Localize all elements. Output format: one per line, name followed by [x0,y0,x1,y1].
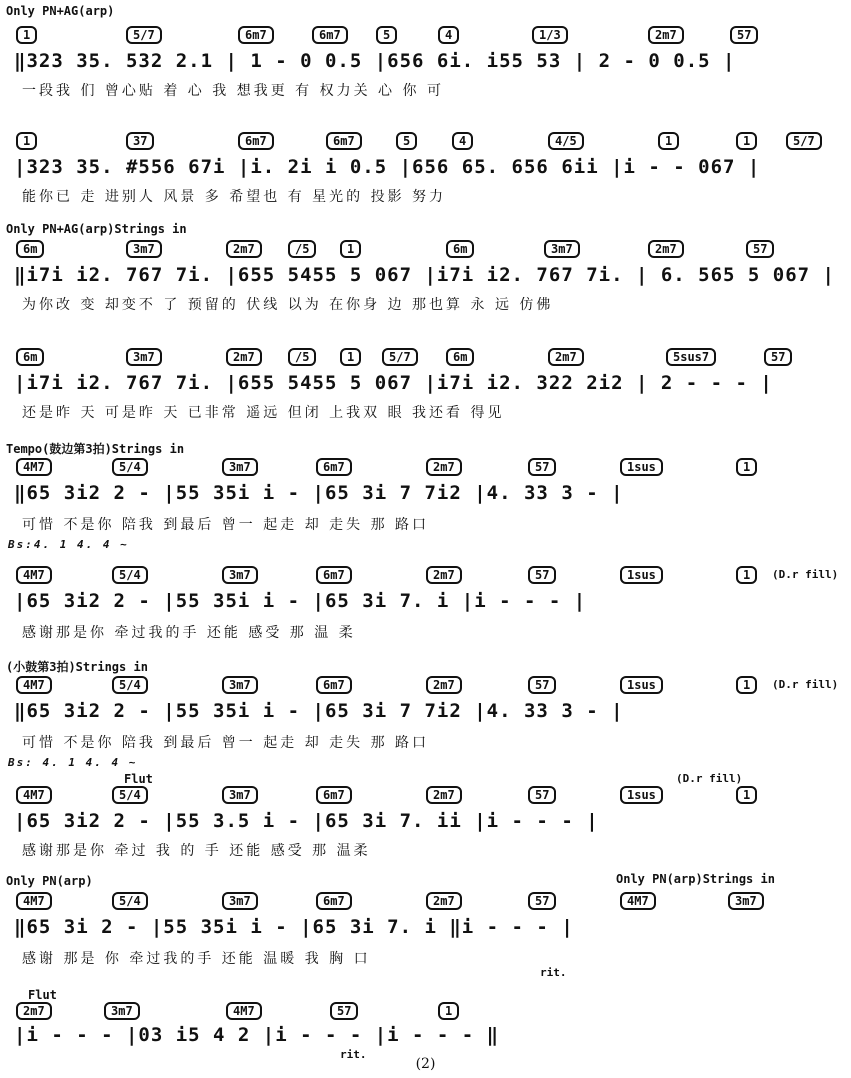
chord-symbol: 5/4 [112,676,148,694]
chord-symbol: 57 [330,1002,358,1020]
chord-symbol: 6m [446,348,474,366]
chord-symbol: 6m [446,240,474,258]
staff-system [0,566,851,656]
chord-symbol: /5 [288,240,316,258]
chord-symbol: 5/7 [786,132,822,150]
section-header: Flut [124,772,153,786]
notation-line: |65 3i2 2 - |55 35i i - |65 3i 7. i |i - - - | [14,590,587,612]
page-number: (2) [415,1056,436,1072]
chord-symbol: 2m7 [426,566,462,584]
staff-system [0,126,851,216]
chord-symbol: 5/7 [126,26,162,44]
lyric-line: 为你改 变 却变不 了 预留的 伏线 以为 在你身 边 那也算 永 远 仿佛 [22,297,554,313]
staff-system [0,222,851,318]
chord-symbol: 3m7 [728,892,764,910]
chord-row [0,348,851,368]
chord-symbol: 6m7 [238,26,274,44]
chord-symbol: 1 [340,240,361,258]
chord-symbol: 1 [736,786,757,804]
chord-symbol: 6m7 [316,676,352,694]
staff-system [0,874,851,984]
chord-symbol: 57 [730,26,758,44]
chord-symbol: 1sus [620,786,663,804]
chord-row [0,892,851,912]
bass-line: Bs:4. 1 4. 4 ~ [8,538,129,551]
section-header: Flut [28,988,57,1002]
chord-symbol: 4M7 [16,892,52,910]
chord-symbol: 4M7 [620,892,656,910]
chord-symbol: 2m7 [648,240,684,258]
chord-symbol: 3m7 [126,240,162,258]
staff-system [0,988,851,1061]
lyric-line: 可惜 不是你 陪我 到最后 曾一 起走 却 走失 那 路口 [22,517,430,533]
chord-symbol: 57 [528,676,556,694]
chord-symbol: 2m7 [426,786,462,804]
chord-row [0,566,851,586]
chord-row [0,676,851,696]
notation-line: ‖65 3i2 2 - |55 35i i - |65 3i 7 7i2 |4. 33 3 - | [14,482,624,504]
chord-symbol: 6m7 [316,566,352,584]
chord-symbol: 6m [16,348,44,366]
section-header: Only PN+AG(arp) [6,4,115,18]
chord-symbol: 57 [528,458,556,476]
staff-system [0,342,851,432]
chord-symbol: 1 [16,26,37,44]
chord-symbol: 4 [452,132,473,150]
chord-symbol: 3m7 [222,892,258,910]
drum-fill-note: (D.r fill) [772,568,839,581]
lyric-line: 能你已 走 进别人 风景 多 希望也 有 星光的 投影 努力 [22,189,447,205]
chord-symbol: 6m7 [326,132,362,150]
chord-symbol: 4M7 [16,786,52,804]
staff-system [0,440,851,560]
chord-symbol: 57 [528,786,556,804]
chord-symbol: 5 [396,132,417,150]
chord-row [0,786,851,806]
chord-row [0,132,851,152]
chord-symbol: 57 [746,240,774,258]
lyric-line: 还是昨 天 可是昨 天 已非常 遥远 但闭 上我双 眼 我还看 得见 [22,405,505,421]
chord-symbol: 3m7 [126,348,162,366]
chord-row [0,240,851,260]
chord-symbol: 57 [528,892,556,910]
chord-symbol: 5/4 [112,786,148,804]
chord-symbol: 4M7 [16,566,52,584]
chord-symbol: 57 [764,348,792,366]
chord-symbol: 1 [736,566,757,584]
section-header: Tempo(鼓边第3拍)Strings in [6,442,185,456]
drum-fill-note: (D.r fill) [772,678,839,691]
chord-symbol: 1/3 [532,26,568,44]
ritardando-mark: rit. [540,966,567,979]
chord-symbol: 4M7 [16,458,52,476]
chord-row [0,1002,851,1022]
chord-symbol: 1 [658,132,679,150]
chord-symbol: 3m7 [222,458,258,476]
lyric-line: 感谢 那是 你 牵过我的手 还能 温暖 我 胸 口 [22,951,371,967]
chord-symbol: 3m7 [544,240,580,258]
chord-symbol: 6m7 [312,26,348,44]
chord-symbol: 2m7 [426,676,462,694]
notation-line: |65 3i2 2 - |55 3.5 i - |65 3i 7. ii |i - - - | [14,810,599,832]
chord-symbol: 1sus [620,458,663,476]
chord-symbol: 3m7 [104,1002,140,1020]
notation-line: ‖65 3i 2 - |55 35i i - |65 3i 7. i ‖i - - - | [14,916,574,938]
chord-symbol: 5/4 [112,566,148,584]
chord-symbol: 4M7 [16,676,52,694]
section-header: Only PN+AG(arp)Strings in [6,222,187,236]
chord-symbol: 4/5 [548,132,584,150]
chord-symbol: 5 [376,26,397,44]
section-header: (小鼓第3拍)Strings in [6,660,148,674]
chord-symbol: 3m7 [222,786,258,804]
chord-symbol: 1 [16,132,37,150]
chord-symbol: 2m7 [226,240,262,258]
chord-symbol: 2m7 [226,348,262,366]
chord-symbol: 2m7 [426,892,462,910]
chord-symbol: 5sus7 [666,348,716,366]
chord-symbol: 2m7 [426,458,462,476]
lyric-line: 可惜 不是你 陪我 到最后 曾一 起走 却 走失 那 路口 [22,735,430,751]
bass-line: Bs: 4. 1 4. 4 ~ [8,756,138,769]
chord-symbol: 4M7 [226,1002,262,1020]
staff-system [0,4,851,100]
drum-fill-note: (D.r fill) [676,772,743,785]
chord-symbol: 3m7 [222,676,258,694]
chord-symbol: 37 [126,132,154,150]
notation-line: ‖323 35. 532 2.1 | 1 - 0 0.5 |656 6i. i55 53 | 2 - 0 0.5 | [14,50,736,72]
chord-symbol: 1 [340,348,361,366]
chord-row [0,458,851,478]
chord-symbol: 4 [438,26,459,44]
chord-symbol: 2m7 [648,26,684,44]
chord-symbol: 5/7 [382,348,418,366]
chord-symbol: 1 [736,458,757,476]
lyric-line: 感谢那是你 牵过我的手 还能 感受 那 温 柔 [22,625,356,641]
chord-symbol: 6m7 [316,458,352,476]
lyric-line: 感谢那是你 牵过 我 的 手 还能 感受 那 温柔 [22,843,371,859]
chord-symbol: 6m7 [316,892,352,910]
staff-system [0,772,851,872]
chord-symbol: 57 [528,566,556,584]
section-header: Only PN(arp) [6,874,93,888]
notation-line: |i - - - |03 i5 4 2 |i - - - |i - - - ‖ [14,1024,500,1046]
chord-symbol: /5 [288,348,316,366]
chord-symbol: 1 [736,132,757,150]
chord-symbol: 2m7 [548,348,584,366]
chord-symbol: 1sus [620,676,663,694]
chord-symbol: 1 [438,1002,459,1020]
chord-symbol: 6m7 [238,132,274,150]
staff-system [0,658,851,776]
notation-line: ‖65 3i2 2 - |55 35i i - |65 3i 7 7i2 |4. 33 3 - | [14,700,624,722]
chord-symbol: 5/4 [112,458,148,476]
chord-symbol: 6m [16,240,44,258]
chord-symbol: 2m7 [16,1002,52,1020]
notation-line: ‖i7i i2. 767 7i. |655 5455 5 067 |i7i i2. 767 7i. | 6. 565 5 067 | [14,264,835,286]
chord-symbol: 1 [736,676,757,694]
ritardando-mark: rit. [340,1048,367,1061]
notation-line: |i7i i2. 767 7i. |655 5455 5 067 |i7i i2. 322 2i2 | 2 - - - | [14,372,773,394]
chord-symbol: 6m7 [316,786,352,804]
chord-symbol: 5/4 [112,892,148,910]
notation-line: |323 35. #556 67i |i. 2i i 0.5 |656 65. 656 6ii |i - - 067 | [14,156,761,178]
lyric-line: 一段我 们 曾心贴 着 心 我 想我更 有 权力关 心 你 可 [22,83,444,99]
section-header-right: Only PN(arp)Strings in [616,872,775,886]
chord-row [0,26,851,46]
chord-symbol: 1sus [620,566,663,584]
chord-symbol: 3m7 [222,566,258,584]
